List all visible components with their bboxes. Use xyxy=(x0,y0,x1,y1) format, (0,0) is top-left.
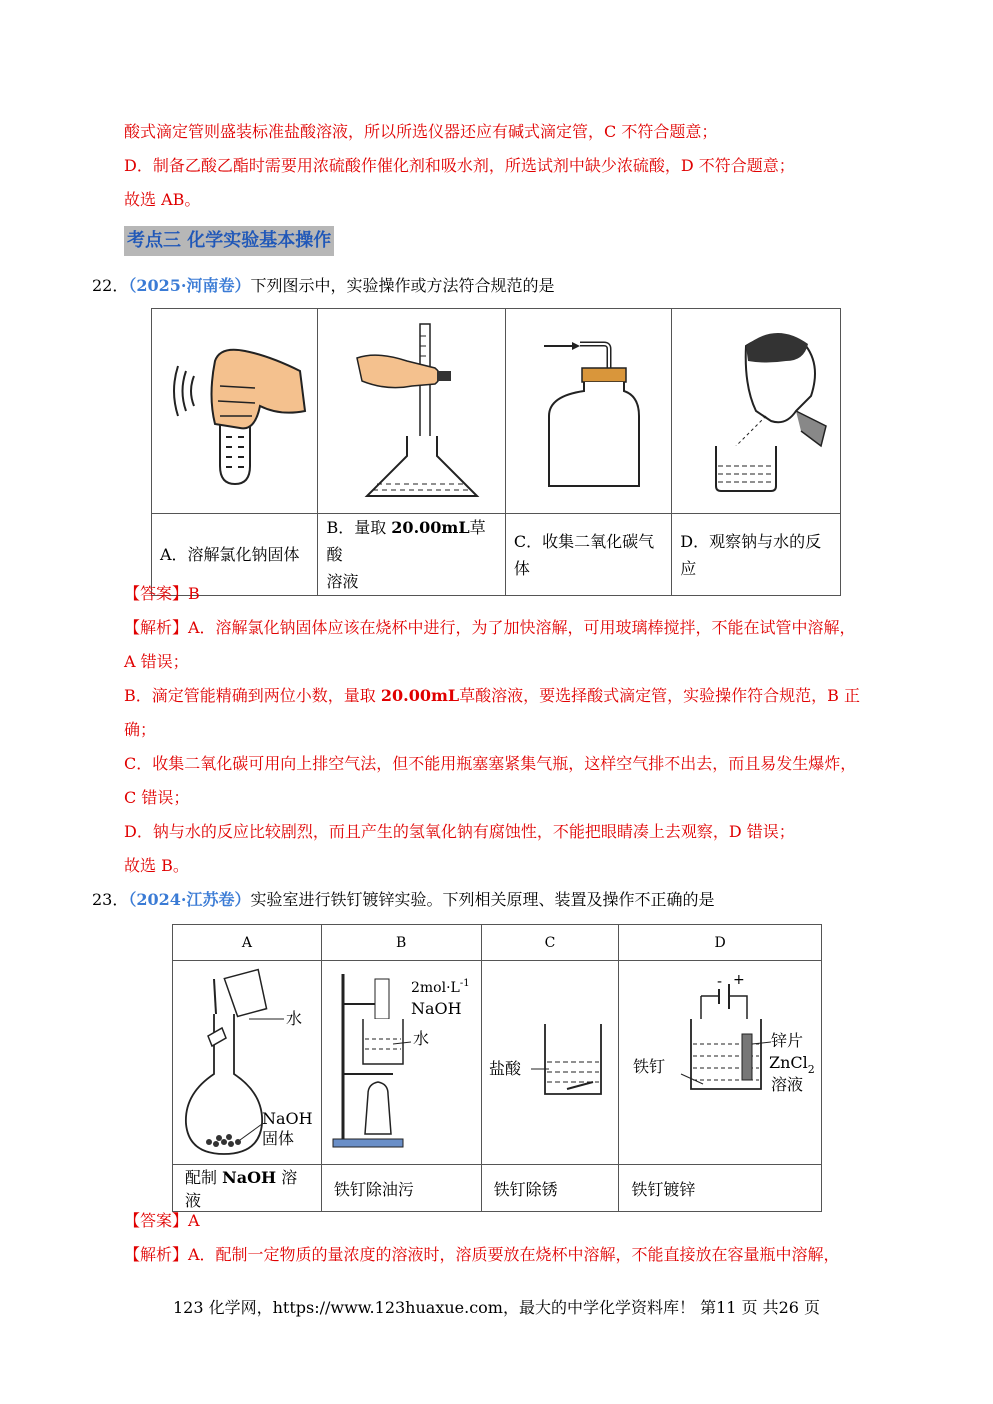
shaking-test-tube-illustration xyxy=(160,316,310,506)
q23-header-d: D xyxy=(619,925,822,961)
q22-figure-d xyxy=(672,309,841,514)
water-label: 水 xyxy=(413,1028,430,1048)
q23-caption-d: 铁钉镀锌 xyxy=(619,1165,822,1212)
q23-caption-c: 铁钉除锈 xyxy=(481,1165,619,1212)
q22-figure-c xyxy=(505,309,671,514)
q22-analysis-line-2: A 错误； xyxy=(124,652,189,671)
q22-figure-a xyxy=(152,309,318,514)
caption-text: B．量取 xyxy=(326,518,392,537)
page-footer: 123 化学网，https://www.123huaxue.com，最大的中学化学资料库！ 第11 页 共26 页 xyxy=(172,1298,821,1317)
minus-sign: - xyxy=(717,973,723,990)
caption-text: 配制 xyxy=(185,1168,223,1187)
q23-figure-d xyxy=(619,961,822,1165)
q22-caption-b xyxy=(318,514,505,596)
question-source: （2024·江苏卷） xyxy=(128,890,251,909)
q23-header-a: A xyxy=(173,925,322,961)
q23-caption-a xyxy=(173,1165,322,1212)
section-title: 考点三 化学实验基本操作 xyxy=(124,226,334,256)
q22-analysis-line-7: D．钠与水的反应比较剧烈，而且产生的氢氧化钠有腐蚀性，不能把眼睛凑上去观察，D 错误； xyxy=(124,822,795,841)
q23-header-c: C xyxy=(481,925,619,961)
q22-caption-d xyxy=(672,514,841,596)
analysis-bold: 20.00mL xyxy=(380,686,460,705)
zncl-text: ZnCl xyxy=(769,1052,808,1072)
q23-header-b: B xyxy=(321,925,481,961)
q23-analysis-line-1: 【解析】A．配制一定物质的量浓度的溶液时，溶质要放在烧杯中溶解，不能直接放在容量瓶中溶解， xyxy=(124,1245,840,1264)
prev-text-line-3: 故选 AB。 xyxy=(124,190,201,209)
question-22-stem xyxy=(92,276,555,296)
heating-beaker-illustration xyxy=(323,964,479,1162)
q23-answer: 【答案】A xyxy=(124,1211,200,1230)
q23-figure-a xyxy=(173,961,322,1165)
caption-text: D．观察钠与水的反 xyxy=(680,531,822,551)
caption-text: 草酸 xyxy=(326,518,486,564)
q23-options-table xyxy=(172,924,822,1212)
caption-text: 应 xyxy=(680,558,697,578)
q22-answer: 【答案】B xyxy=(124,584,200,603)
question-text: 实验室进行铁钉镀锌实验。下列相关原理、装置及操作不正确的是 xyxy=(250,890,715,909)
zncl2-label xyxy=(769,1053,815,1076)
analysis-text: B．滴定管能精确到两位小数，量取 xyxy=(124,686,381,705)
question-number: 23． xyxy=(92,890,129,909)
caption-text: A．溶解氯化钠固体 xyxy=(160,545,300,564)
solution-label: 溶液 xyxy=(771,1074,804,1094)
caption-text: C．收集二氧化碳气 xyxy=(513,531,655,551)
q22-analysis-line-6: C 错误； xyxy=(124,788,190,807)
q22-caption-c xyxy=(505,514,671,596)
naoh-label: NaOH xyxy=(261,1108,313,1128)
caption-text: 溶液 xyxy=(326,572,359,591)
caption-text: 溶液 xyxy=(185,1168,298,1210)
zncl-subscript: 2 xyxy=(807,1062,815,1076)
burette-flask-illustration xyxy=(327,316,497,506)
hcl-label: 盐酸 xyxy=(488,1058,521,1078)
q23-figure-b xyxy=(321,961,481,1165)
acid-beaker-illustration xyxy=(483,964,617,1162)
q23-figure-c xyxy=(481,961,619,1165)
q22-analysis-line-1: 【解析】A．溶解氯化钠固体应该在烧杯中进行，为了加快溶解，可用玻璃棒搅拌，不能在试管中溶解， xyxy=(124,618,856,637)
zinc-label: 锌片 xyxy=(771,1030,804,1050)
water-label: 水 xyxy=(285,1008,302,1028)
concentration-text: 2mol·L xyxy=(411,979,461,996)
q22-analysis-line-4: 确； xyxy=(124,720,157,739)
prev-text-line-2: D．制备乙酸乙酯时需要用浓硫酸作催化剂和吸水剂，所选试剂中缺少浓硫酸，D 不符合题意； xyxy=(124,156,795,175)
electroplating-illustration xyxy=(621,964,819,1162)
analysis-text: 草酸溶液，要选择酸式滴定管，实验操作符合规范，B 正 xyxy=(459,686,860,705)
volumetric-flask-illustration xyxy=(174,964,320,1162)
caption-bold: NaOH xyxy=(222,1168,277,1187)
concentration-superscript: -1 xyxy=(460,977,470,989)
q22-options-table xyxy=(151,308,841,596)
question-text: 下列图示中，实验操作或方法符合规范的是 xyxy=(250,276,555,295)
q23-caption-b: 铁钉除油污 xyxy=(321,1165,481,1212)
q22-figure-b xyxy=(318,309,505,514)
concentration-label xyxy=(411,978,470,996)
gas-bottle-illustration xyxy=(514,316,664,506)
observation-illustration xyxy=(676,316,836,506)
solid-label: 固体 xyxy=(261,1128,294,1148)
question-number: 22． xyxy=(92,276,129,295)
question-source: （2025·河南卷） xyxy=(128,276,251,295)
question-23-stem xyxy=(92,890,715,910)
caption-text: 体 xyxy=(513,558,530,578)
caption-bold: 20.00mL xyxy=(391,518,470,537)
q22-analysis-line-3 xyxy=(124,686,860,706)
plus-sign: + xyxy=(733,971,745,988)
naoh-label: NaOH xyxy=(411,998,462,1018)
q22-analysis-line-8: 故选 B。 xyxy=(124,856,189,875)
prev-text-line-1: 酸式滴定管则盛装标准盐酸溶液，所以所选仪器还应有碱式滴定管，C 不符合题意； xyxy=(124,122,718,141)
q22-analysis-line-5: C．收集二氧化碳可用向上排空气法，但不能用瓶塞塞紧集气瓶，这样空气排不出去，而且易发生爆炸， xyxy=(124,754,857,773)
nail-label: 铁钉 xyxy=(633,1056,666,1076)
